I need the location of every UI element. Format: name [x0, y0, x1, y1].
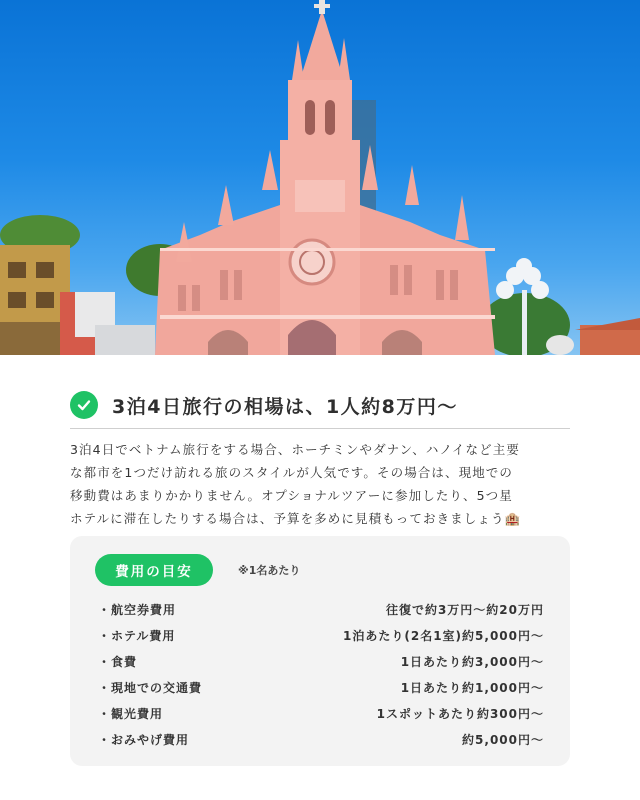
check-circle-icon	[70, 391, 98, 419]
cost-value: 1日あたり約1,000円〜	[400, 680, 544, 695]
cost-label: ・ 航空券費用	[98, 601, 176, 618]
cost-row	[98, 700, 544, 726]
cost-value: 約5,000円〜	[462, 732, 544, 747]
cost-panel	[70, 536, 570, 766]
cost-value: 1日あたり約3,000円〜	[400, 654, 544, 669]
heading-divider	[70, 428, 570, 429]
intro-paragraph	[70, 438, 574, 530]
cost-row	[98, 726, 544, 752]
cost-value: 1泊あたり(2名1室)約5,000円〜	[343, 628, 544, 643]
cost-row	[98, 648, 544, 674]
paragraph-line: 3泊4日でベトナム旅行をする場合、ホーチミンやダナン、ハノイなど主要	[70, 442, 520, 457]
cost-label: ・ おみやげ費用	[98, 731, 189, 748]
paragraph-line: 移動費はあまりかかりません。オプショナルツアーに参加したり、5つ星	[70, 488, 513, 503]
cost-row	[98, 596, 544, 622]
paragraph-line: な都市を1つだけ訪れる旅のスタイルが人気です。その場合は、現地での	[70, 465, 514, 480]
cost-list	[98, 596, 544, 752]
cost-value: 往復で約3万円〜約20万円	[385, 602, 544, 617]
cost-label: ・ 現地での交通費	[98, 679, 202, 696]
cost-value: 1スポットあたり約300円〜	[376, 706, 544, 721]
cost-row	[98, 674, 544, 700]
cost-row	[98, 622, 544, 648]
cost-label: ・ 観光費用	[98, 705, 163, 722]
paragraph-line: ホテルに滞在したりする場合は、予算を多めに見積もっておきましょう🏨	[70, 511, 522, 526]
church-illustration	[0, 0, 640, 355]
cost-guide-badge: 費用の目安	[95, 554, 213, 586]
cost-label: ・ ホテル費用	[98, 627, 175, 644]
section-heading	[70, 387, 570, 423]
heading-title: 3泊4日旅行の相場は、1人約8万円〜	[112, 395, 458, 418]
church	[155, 0, 495, 355]
cost-label: ・ 食費	[98, 653, 137, 670]
hero-photo	[0, 0, 640, 355]
per-person-note: ※1名あたり	[238, 564, 301, 577]
